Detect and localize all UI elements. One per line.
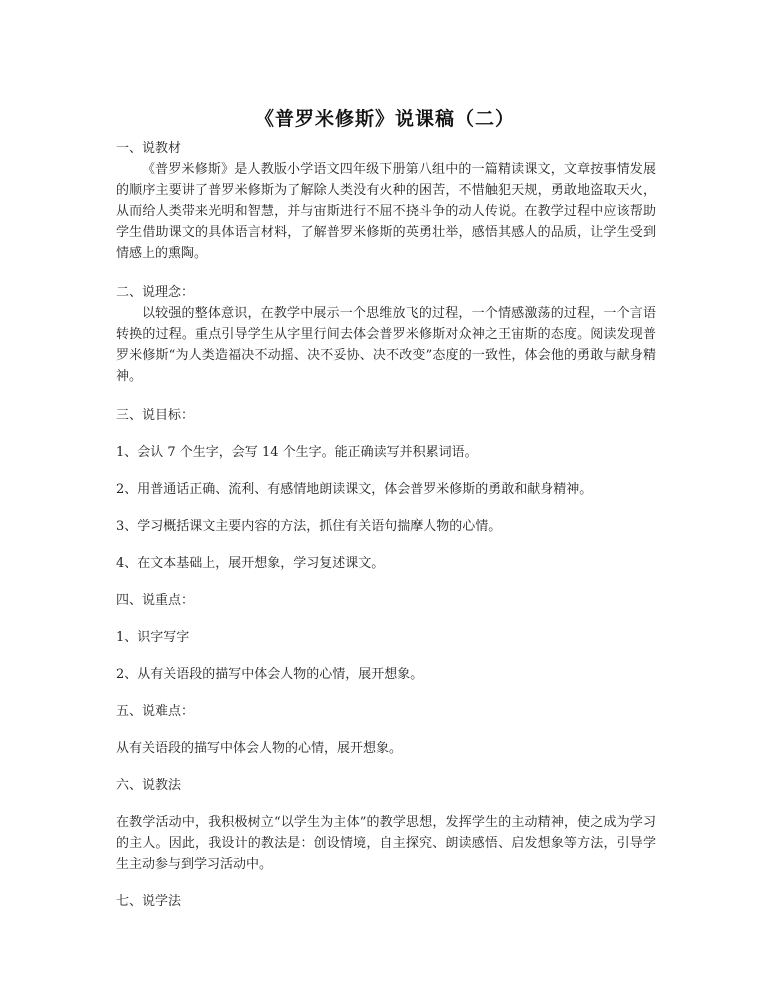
section-body-difficulties: 从有关语段的描写中体会人物的心情，展开想象。	[116, 741, 403, 756]
goal-item-2: 2、用普通话正确、流利、有感情地朗读课文，体会普罗米修斯的勇敢和献身精神。	[116, 482, 593, 497]
section-body-textbook: 《普罗米修斯》是人教版小学语文四年级下册第八组中的一篇精读课文，文章按事情发展的顺序主要讲了普罗米修斯为了解除人类没有火种的困苦，不惜触犯天规，勇敢地盗取天火，从而给人类带来光明和智慧，并与宙斯进行不屈不挠斗争的动人传说。在教学过程中应该帮助学生借助课文的具体语言材料，了解普罗米修斯的英勇壮举，感悟其感人的品质，让学生受到情感上的熏陶。	[116, 162, 656, 261]
section-heading-key-points: 四、说重点：	[116, 593, 195, 608]
section-body-teaching-methods: 在教学活动中，我积极树立“以学生为主体”的教学思想，发挥学生的主动精神，使之成为学习的主人。因此，我设计的教法是：创设情境，自主探究、朗读感悟、启发想象等方法，引导学生主动参与到学习活动中。	[116, 815, 656, 872]
goal-item-4: 4、在文本基础上，展开想象，学习复述课文。	[116, 556, 385, 571]
section-heading-concept: 二、说理念：	[116, 285, 195, 300]
goal-item-3: 3、学习概括课文主要内容的方法，抓住有关语句揣摩人物的心情。	[116, 519, 502, 534]
section-body-concept: 以较强的整体意识，在教学中展示一个思维放飞的过程，一个情感激荡的过程，一个言语转换的过程。重点引导学生从字里行间去体会普罗米修斯对众神之王宙斯的态度。阅读发现普罗米修斯“为人类造福决不动摇、决不妥协、决不改变”态度的一致性，体会他的勇敢与献身精神。	[116, 306, 656, 384]
section-heading-learning-methods: 七、说学法	[116, 894, 182, 909]
goal-item-1: 1、会认 7 个生字，会写 14 个生字。能正确读写并积累词语。	[116, 445, 478, 460]
document-body	[116, 138, 656, 912]
key-point-item-1: 1、识字写字	[116, 630, 190, 645]
section-heading-goals: 三、说目标：	[116, 408, 195, 423]
section-heading-difficulties: 五、说难点：	[116, 704, 195, 719]
document-title: 《普罗米修斯》说课稿（二）	[254, 108, 515, 130]
section-heading-teaching-methods: 六、说教法	[116, 778, 182, 793]
key-point-item-2: 2、从有关语段的描写中体会人物的心情，展开想象。	[116, 667, 424, 682]
section-heading-textbook: 一、说教材	[116, 141, 182, 156]
